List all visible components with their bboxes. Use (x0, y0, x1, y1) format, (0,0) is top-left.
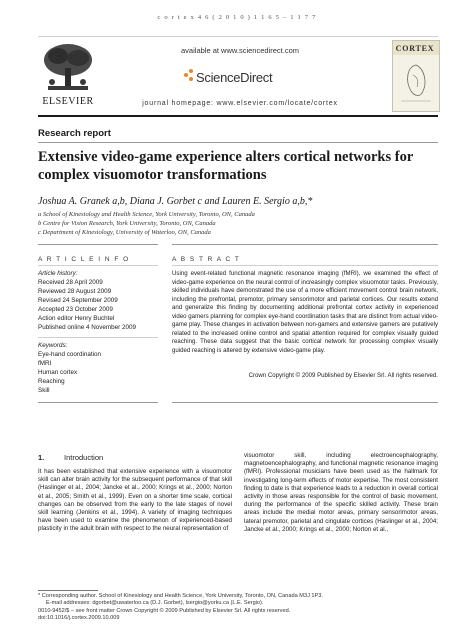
abstract-heading: A B S T R A C T (172, 256, 241, 263)
divider (38, 244, 158, 245)
footnote-divider (38, 590, 98, 591)
journal-homepage-line[interactable]: journal homepage: www.elsevier.com/locate/cortex (142, 100, 338, 107)
footnote-corresponding: * Corresponding author. School of Kinesiology and Health Science, York University, Toronto, ON, Canada M3J 1P3. (38, 593, 323, 599)
history-revised: Revised 24 September 2009 (38, 297, 118, 304)
divider (172, 244, 438, 245)
availability-line[interactable]: available at www.sciencedirect.com (181, 46, 299, 55)
section-number: 1. (38, 453, 45, 462)
affiliation-b: b Centre for Vision Research, York University, Toronto, ON, Canada (38, 220, 216, 227)
divider (38, 142, 438, 143)
cover-title: CORTEX (395, 44, 435, 53)
abstract-text: Using event-related functional magnetic resonance imaging (fMRI), we examined the effect of video-game experience on the neural control of increasingly complex visuomotor tasks. Previously, skilled individuals have demonstrated the use of a more efficient movement control brain network, including the prefrontal, premotor, primary sensorimotor and parietal cortices. Our results extend and generalize this finding by documenting additional prefrontal cortex activity in experienced video gamers planning for complex eye-hand coordination tasks that are distinct from actual video-game play. These changes in activation between non-gamers and extensive gamers are putatively related to the increased online control and spatial attention required for complex visually guided reaching. These data suggest that the basic cortical network for processing complex visually guided reaching is altered by extensive video-game play. (172, 270, 438, 354)
author-list: Joshua A. Granek a,b, Diana J. Gorbet c and Lauren E. Sergio a,b,* (38, 196, 313, 207)
history-accepted: Accepted 23 October 2009 (38, 306, 113, 313)
divider (172, 402, 438, 403)
history-published: Published online 4 November 2009 (38, 324, 137, 331)
abstract-copyright: Crown Copyright © 2009 Published by Elsevier Srl. All rights reserved. (248, 372, 438, 379)
article-type-label: Research report (38, 128, 111, 139)
divider (38, 337, 158, 338)
keyword-item: fMRI (38, 360, 52, 367)
keyword-item: Human cortex (38, 369, 78, 376)
footnote-email[interactable]: E-mail addresses: dgorbet@uwaterloo.ca (D.J. Gorbet), lsergio@yorku.ca (L.E. Sergio). (46, 600, 264, 607)
history-reviewed: Reviewed 28 August 2009 (38, 288, 112, 295)
keyword-item: Skill (38, 387, 50, 394)
footnotes (38, 593, 438, 623)
body-column-left: It has been established that extensive experience with a visuomotor skill can alter brain activity for the subsequent performance of that skill (Haslinger et al., 2004; Jancke et al., 2000; Krings et al., 2000; Norton et al., 2005; Smith et al., 1999). Even on a shorter time scale, cortical changes can be observed from the early to the late stages of novel skill learning (Jenkins et al., 1994). A variety of imaging techniques have been used to examine the phenomenon of experienced-based plasticity in the adult brain with respect to the neural representation of (38, 468, 232, 533)
section-title: Introduction (64, 453, 104, 462)
sciencedirect-wordmark[interactable]: ScienceDirect (196, 70, 273, 85)
divider (172, 265, 438, 266)
article-info-heading: A R T I C L E I N F O (38, 256, 130, 263)
article-title: Extensive video-game experience alters cortical networks for complex visuomotor transformations (38, 149, 414, 183)
keyword-item: Eye-hand coordination (38, 351, 102, 358)
footnote-doi[interactable]: doi:10.1016/j.cortex.2009.10.009 (38, 615, 120, 622)
affiliation-c: c Department of Kinesiology, University of Waterloo, ON, Canada (38, 229, 211, 236)
journal-citation-line: c o r t e x 4 6 ( 2 0 1 0 ) 1 1 6 5 – 1 1 7 7 (157, 14, 317, 21)
keyword-item: Reaching (38, 378, 65, 385)
keywords-label: Keywords: (38, 342, 68, 349)
footnote-front-matter: 0010-9452/$ – see front matter Crown Copyright © 2009 Published by Elsevier Srl. All rights reserved. (38, 607, 291, 614)
elsevier-wordmark: ELSEVIER (42, 96, 94, 107)
divider (38, 265, 158, 266)
history-received: Received 28 April 2009 (38, 279, 103, 286)
affiliation-a: a School of Kinesiology and Health Science, York University, Toronto, ON, Canada (38, 211, 255, 218)
divider (38, 402, 158, 403)
body-column-right: visuomotor skill, including electroencephalography, magnetoencephalography, and functional magnetic resonance imaging (fMRI). Professional musicians have been used as the hallmark for investigating long-term effects of motor expertise. The most consistent finding to date is that experience leads to a reduction in overall cortical activity in those areas responsible for the control of basic movement, during the performance of the specific skilled activity. These brain areas include the medial motor areas, primary sensorimotor areas, lateral premotor, parietal and cingulate cortices (Haslinger et al., 2004; Jancke et al., 2000; Krings et al., 2000; Norton et al., (244, 452, 438, 533)
history-label: Article history: (38, 270, 78, 277)
history-editor: Action editor Henry Buchtel (38, 315, 115, 322)
